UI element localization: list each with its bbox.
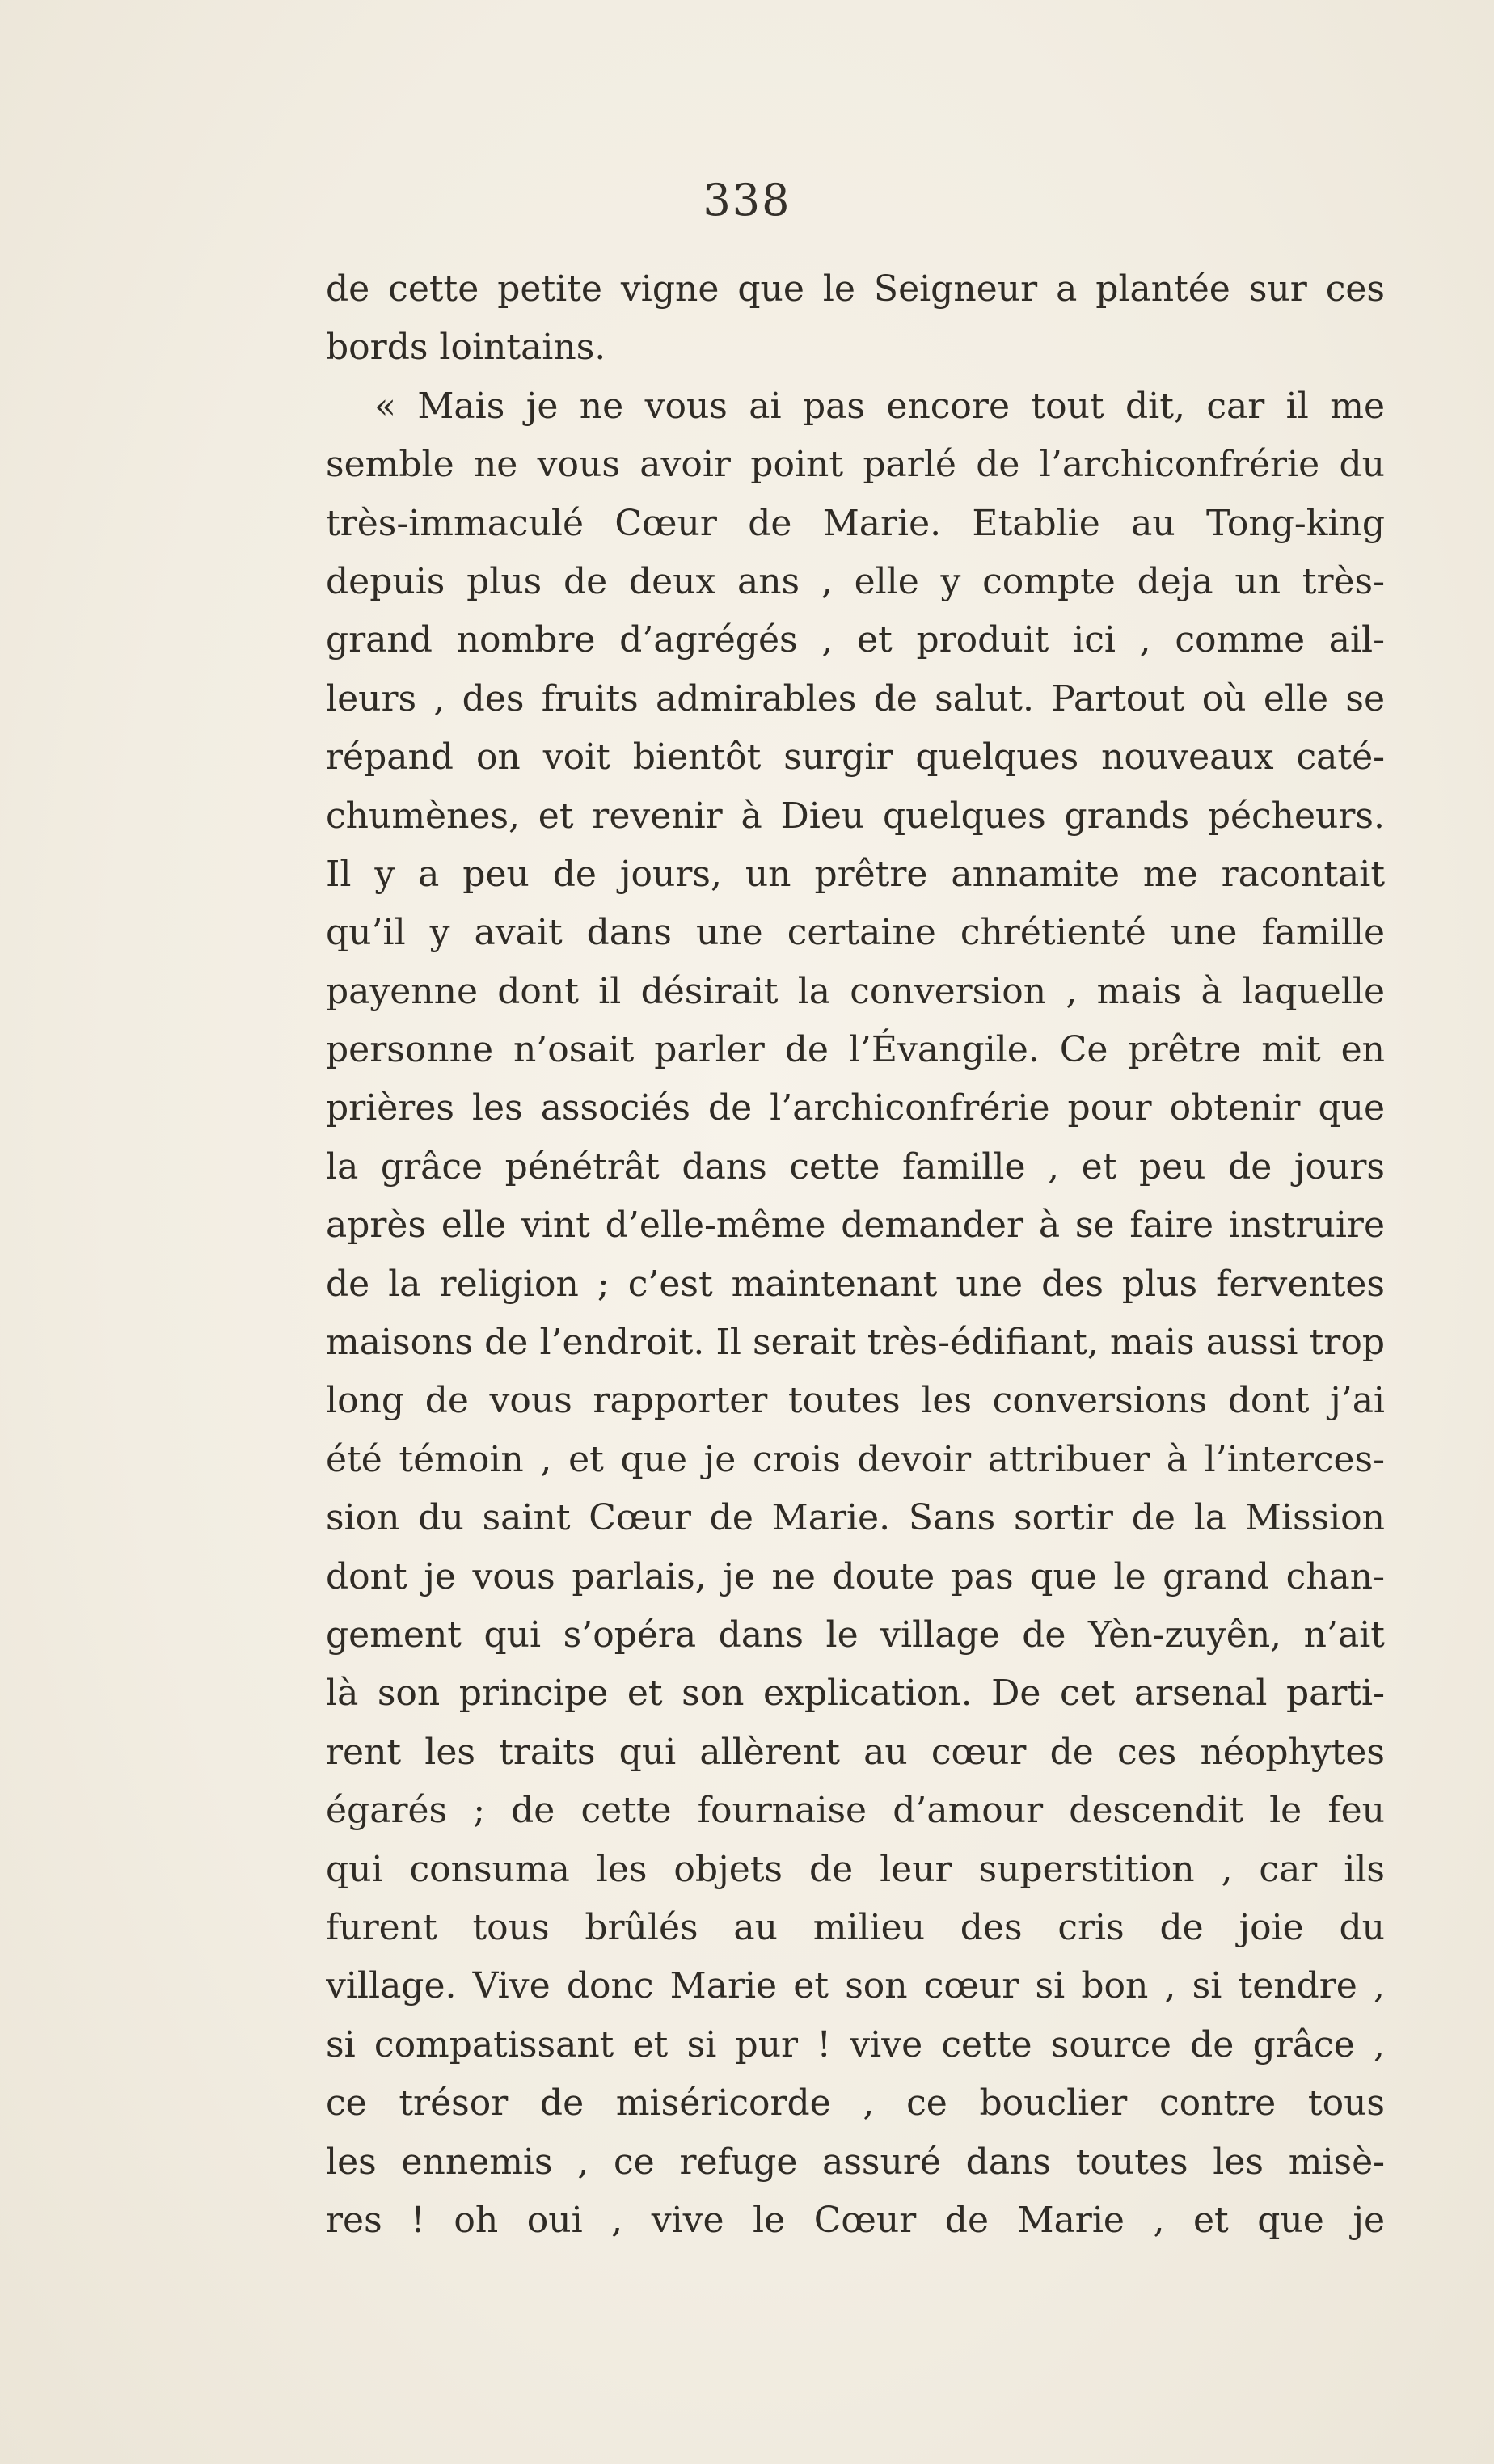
page-number: 338 bbox=[703, 175, 791, 226]
text-line: là son principe et son explication. De cet arsenal parti- bbox=[326, 1673, 1385, 1715]
text-line: leurs , des fruits admirables de salut. Partout où elle se bbox=[326, 677, 1385, 719]
text-line: « Mais je ne vous ai pas encore tout dit, car il me bbox=[374, 385, 1385, 427]
text-line: très-immaculé Cœur de Marie. Etablie au Tong-king bbox=[326, 502, 1385, 544]
text-line: grand nombre d’agrégés , et produit ici , comme ail- bbox=[326, 619, 1385, 661]
text-line: prières les associés de l’archiconfrérie pour obtenir que bbox=[326, 1087, 1385, 1129]
text-line: répand on voit bientôt surgir quelques nouveaux caté- bbox=[326, 736, 1385, 778]
body-text bbox=[326, 260, 1385, 2250]
text-line: ce trésor de miséricorde , ce bouclier contre tous bbox=[326, 2082, 1385, 2124]
text-line: égarés ; de cette fournaise d’amour descendit le feu bbox=[326, 1790, 1385, 1832]
text-line: furent tous brûlés au milieu des cris de joie du bbox=[326, 1906, 1385, 1948]
text-line: de cette petite vigne que le Seigneur a plantée sur ces bbox=[326, 268, 1385, 310]
text-line: chumènes, et revenir à Dieu quelques grands pécheurs. bbox=[326, 795, 1385, 837]
text-line: Il y a peu de jours, un prêtre annamite me racontait bbox=[326, 853, 1385, 895]
text-line: village. Vive donc Marie et son cœur si bon , si tendre , bbox=[326, 1965, 1385, 2007]
text-line: les ennemis , ce refuge assuré dans toutes les misè- bbox=[326, 2141, 1385, 2183]
text-line: de la religion ; c’est maintenant une des plus ferventes bbox=[326, 1263, 1385, 1305]
text-line: depuis plus de deux ans , elle y compte deja un très- bbox=[326, 560, 1385, 602]
text-line: rent les traits qui allèrent au cœur de ces néophytes bbox=[326, 1731, 1385, 1773]
text-line: gement qui s’opéra dans le village de Yèn-zuyên, n’ait bbox=[326, 1614, 1385, 1656]
text-line: si compatissant et si pur ! vive cette source de grâce , bbox=[326, 2023, 1385, 2065]
text-line: long de vous rapporter toutes les conversions dont j’ai bbox=[326, 1380, 1385, 1422]
text-line: la grâce pénétrât dans cette famille , et peu de jours bbox=[326, 1146, 1385, 1188]
text-line: payenne dont il désirait la conversion , mais à laquelle bbox=[326, 970, 1385, 1012]
text-line: qui consuma les objets de leur superstition , car ils bbox=[326, 1848, 1385, 1890]
text-line: sion du saint Cœur de Marie. Sans sortir de la Mission bbox=[326, 1497, 1385, 1539]
text-line: bords lointains. bbox=[326, 327, 606, 369]
text-line: semble ne vous avoir point parlé de l’archiconfrérie du bbox=[326, 444, 1385, 486]
text-line: res ! oh oui , vive le Cœur de Marie , et que je bbox=[326, 2199, 1385, 2241]
text-line: dont je vous parlais, je ne doute pas que le grand chan- bbox=[326, 1555, 1385, 1597]
text-line: qu’il y avait dans une certaine chrétienté une famille bbox=[326, 912, 1385, 954]
text-line: maisons de l’endroit. Il serait très-édifiant, mais aussi trop bbox=[326, 1322, 1385, 1364]
text-line: été témoin , et que je crois devoir attribuer à l’interces- bbox=[326, 1438, 1385, 1480]
text-line: personne n’osait parler de l’Évangile. Ce prêtre mit en bbox=[326, 1029, 1385, 1071]
text-line: après elle vint d’elle-même demander à se faire instruire bbox=[326, 1205, 1385, 1247]
